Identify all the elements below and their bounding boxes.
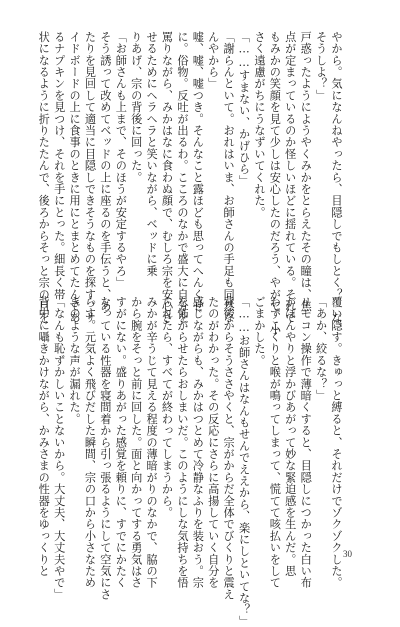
lower-text-block [36,296,344,627]
text-line: 覆い隠す。きゅっと縛ると、それだけでゾクゾクした。 [330,296,343,589]
text-line: 状になるように折りたたんで、後ろからそっと宗の目を [37,31,51,324]
text-line: んやから」 [206,31,220,90]
text-line: たのがわかった。その反応にさらに高揚していく自分を [206,296,220,589]
page-number: 30 [343,549,352,559]
text-line: ごまかした。 [252,296,266,367]
text-line: もみかの笑顔を見て少しは安心したのだろう、やがて、小 [268,31,282,336]
text-line: るナプキンを見つけ、それを手にとった。細長く帯 [52,31,66,301]
text-line: 「お師さんも上まで、そのほうが安定するやろ」 [114,31,128,289]
text-line: 嘘、嘘、嘘つき。そんなこと露ほども思ってへんくせ [191,31,205,312]
text-line: せるためにヘラヘラと笑いながら、ベッドに乗 [145,31,159,277]
text-line: りあげ、宗の背後に回った。 [129,31,143,184]
text-line: みかが辛うじて見える程度の薄暗がりのなかで、脇の下 [145,296,159,589]
text-line: そう誘って改めてベッドの上に座るのを手伝うと、あ [98,31,112,312]
text-line: がぼんやりと浮かびあがって妙な緊迫感を生んだ。思 [283,296,297,577]
text-line: 「謝らんといて。おれはいま、お師さんの手足も同然な [222,31,236,324]
text-line: から腕をそっと前に回した。面と向かってする勇気はさ [129,296,143,589]
text-line: 戸惑ったようにようやくみかをとらえたその瞳は、焦 [299,31,313,312]
text-line: リモコン操作で薄暗くすると、目隠しにつかった白い布 [299,296,313,589]
text-line: 点が定まっているのか怪しいほどに揺れている。それで [283,31,297,324]
text-line: なっている性器を寝間着から引っ張るようにして空気にさ [98,296,112,601]
text-line: 「あか、絞るな？」 [314,296,328,402]
text-line: さく遠慮がちにうなずいてくれた。 [252,31,266,219]
text-line: やから。気になんねやったら、目隠しでもしとく？ な、 [330,31,343,336]
text-line: 背中に囁きかけながら、かみさまの性器をゆっくりと [37,296,51,577]
text-line: 「なんも恥ずかしいことないから。大丈夫、大丈夫やで」 [52,296,66,601]
text-line: イドボードの上に食事のときに用にとまとめてたんであ [68,31,82,324]
text-line: らす。元気よく飛びだした瞬間、宗の口から小さなため [83,296,97,589]
text-line: たりを見回して適当に目隠しできそうなものを探す。サ [83,31,97,324]
text-line: 背後からそうささやくと、宗がからだ全体でびくりと震え [222,296,236,601]
text-line: 罵りながら、みかはなに食わぬ顔で、むしろ宗を安心さ [160,31,174,324]
text-line: に。俗物。反吐が出るわ。こころのなかで盛大に自分を [175,31,189,324]
text-line: きのような声が漏れた。 [68,296,82,425]
text-line: 「……すまない、かげひら」 [237,31,251,187]
text-line: そうしよ？」 [314,31,328,102]
text-line: 感じながらも、みかはつとめて冷静なふりを装おう。宗 [191,296,205,589]
text-line: を怖がらせたらおしまいだ。このようにしな気持ちを悟 [175,296,189,589]
text-line: わずこくりと喉が鳴ってしまって、慌てて咳払いをして [268,296,282,589]
text-line: られたら、すべてが終わってしまうから。 [160,296,174,519]
text-line: 「……お師さんはなんもせんでええから、楽にしといてな？」 [237,296,251,627]
text-line: すがにない。盛りあがった感覚を頼りに、すでにかたく [114,296,128,589]
